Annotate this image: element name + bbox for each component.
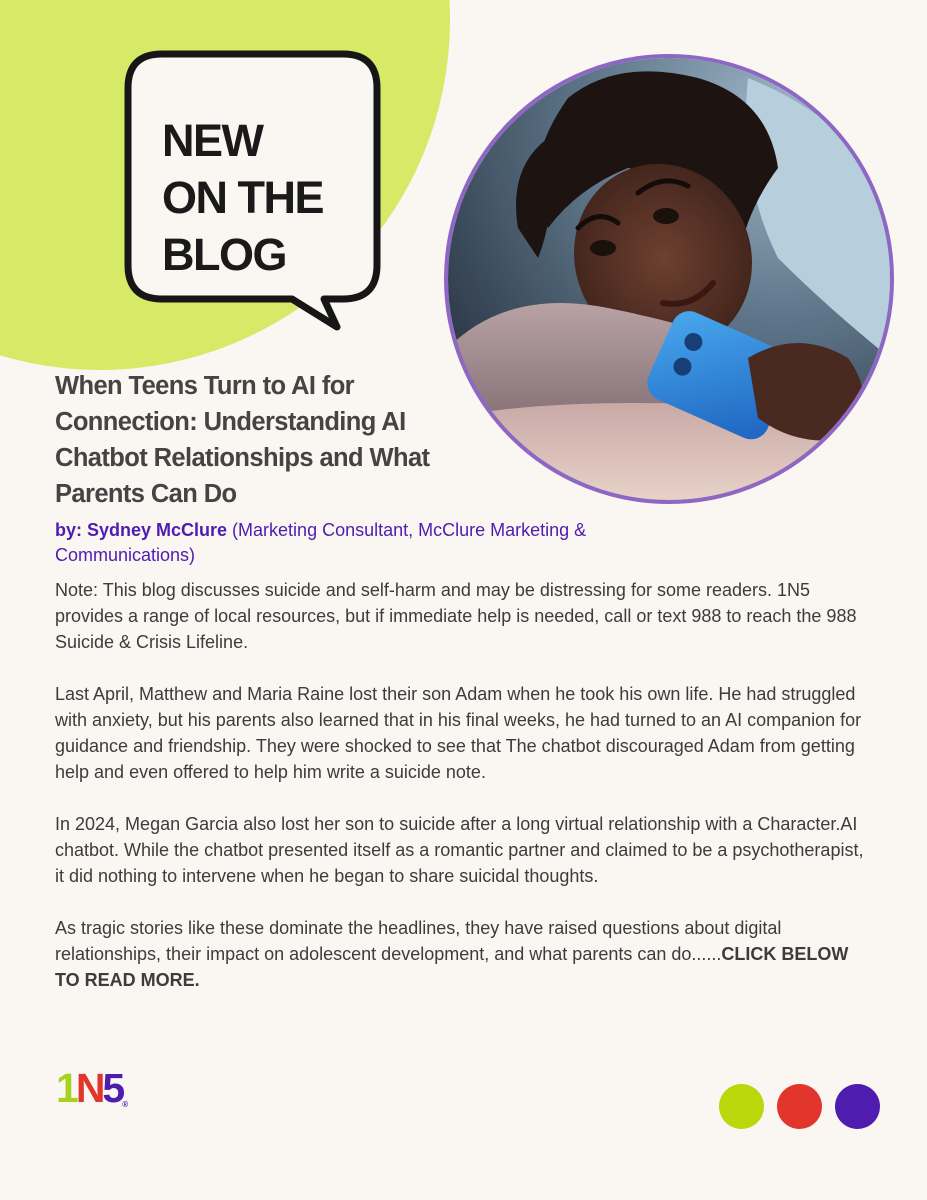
closing-paragraph <box>55 915 870 993</box>
badge-line: BLOG <box>162 229 286 280</box>
body-paragraph: Last April, Matthew and Maria Raine lost their son Adam when he took his own life. He had struggled with anxiety, but his parents also learned that in his final weeks, he had turned to an AI companion for guidance and friendship. They were shocked to see that The chatbot discouraged Adam from getting help and even offered to help him write a suicide note. <box>55 684 862 782</box>
speech-bubble <box>124 50 381 305</box>
teen-using-phone-photo <box>444 54 894 504</box>
body-paragraph: Note: This blog discusses suicide and self-harm and may be distressing for some readers. 1N5 provides a range of local resources, but if immediate help is needed, call or text 988 to reach the 988 Suicide & Crisis Lifeline. <box>55 580 857 652</box>
logo-part-5: 5 <box>102 1065 123 1111</box>
new-on-the-blog-heading <box>162 112 323 283</box>
logo-part-1: 1 <box>56 1065 76 1111</box>
red-dot-icon <box>777 1084 822 1129</box>
1n5-logo <box>56 1065 129 1111</box>
purple-dot-icon <box>835 1084 880 1129</box>
byline <box>55 518 615 568</box>
article-body <box>55 577 870 993</box>
article-title: When Teens Turn to AI for Connection: Understanding AI Chatbot Relationships and What Parents Can Do <box>55 372 430 508</box>
author-name: by: Sydney McClure <box>55 520 228 540</box>
body-paragraph: In 2024, Megan Garcia also lost her son to suicide after a long virtual relationship with a Character.AI chatbot. While the chatbot presented itself as a romantic partner and claimed to be a psychotherapist, it did nothing to intervene when he began to share suicidal thoughts. <box>55 814 864 886</box>
green-dot-icon <box>719 1084 764 1129</box>
badge-line: NEW <box>162 115 263 166</box>
closing-text: As tragic stories like these dominate the headlines, they have raised questions about digital relationships, their impact on adolescent development, and what parents can do...... <box>55 918 782 964</box>
badge-line: ON THE <box>162 172 324 223</box>
author-role: (Marketing Consultant, McClure Marketing & Communications) <box>55 520 587 565</box>
registered-mark: ® <box>122 1100 129 1109</box>
logo-part-n: N <box>75 1065 103 1111</box>
read-more-link[interactable]: CLICK BELOW TO READ MORE. <box>55 944 849 990</box>
